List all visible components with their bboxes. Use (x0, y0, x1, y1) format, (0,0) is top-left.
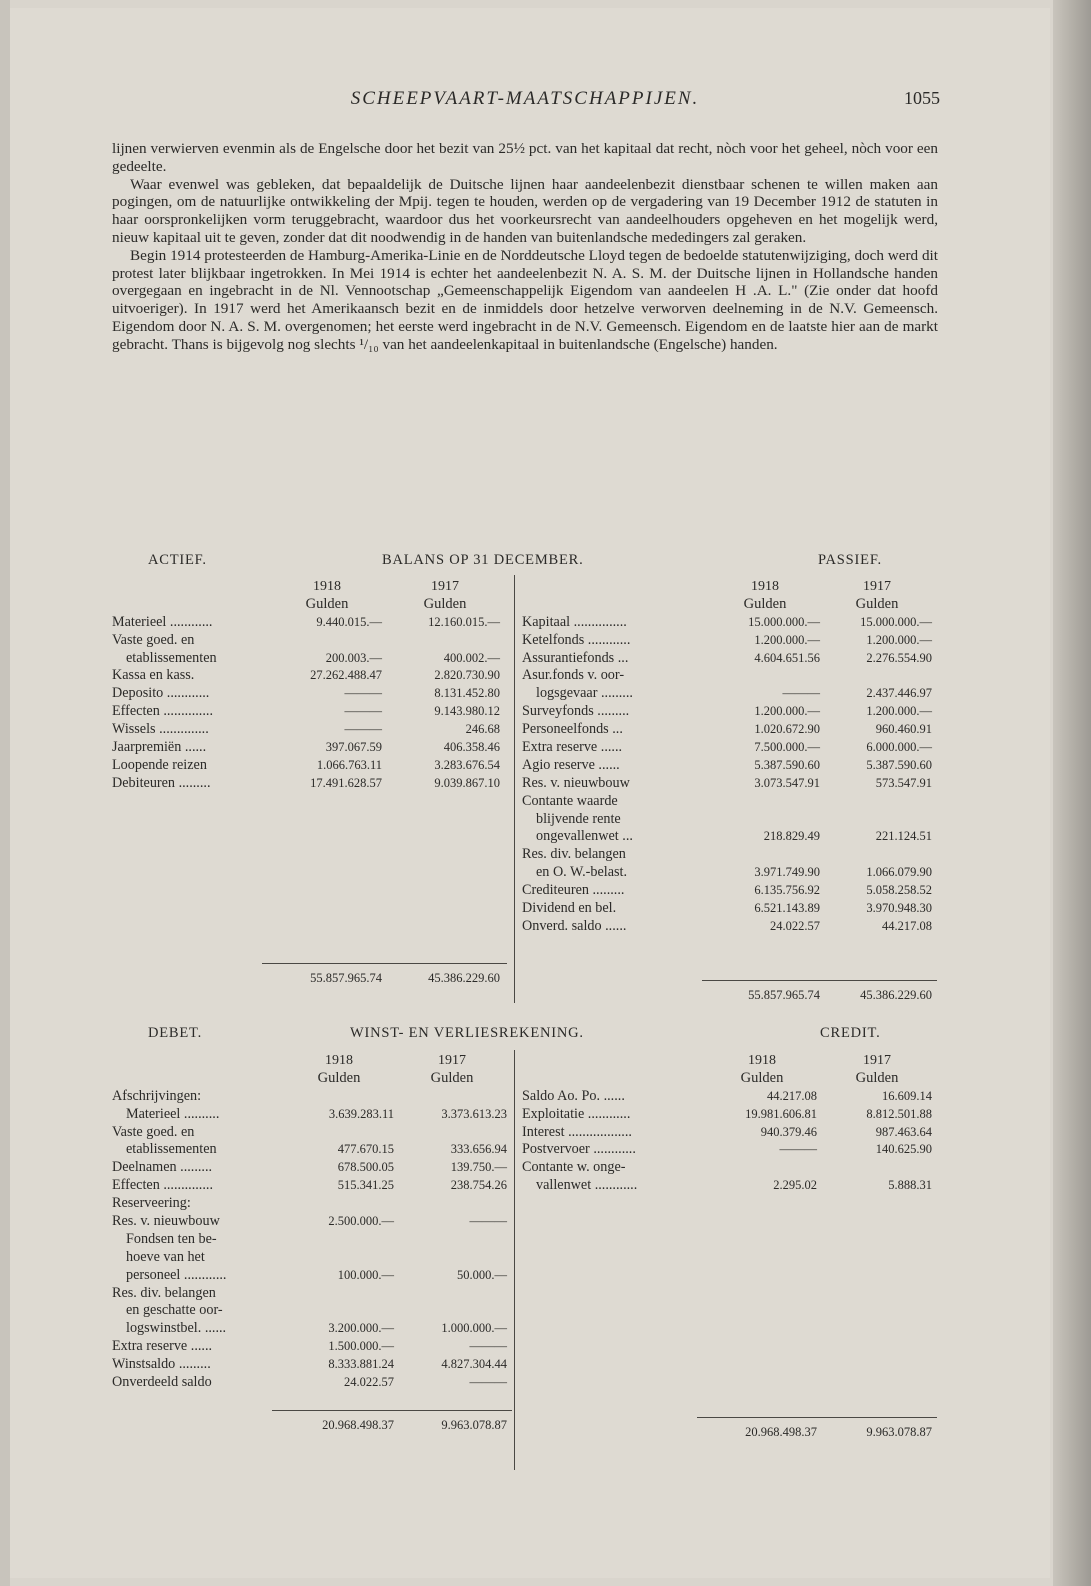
table-row (522, 775, 942, 793)
row-label: Reserveering: (112, 1195, 191, 1212)
table-row (112, 1177, 512, 1195)
table-row (522, 1159, 942, 1177)
table-row (112, 614, 512, 632)
table-row (112, 775, 512, 793)
table-row (112, 667, 512, 685)
row-value-1917: 15.000.000.— (860, 614, 932, 629)
table-row (522, 882, 942, 900)
table-row (112, 757, 512, 775)
year-1917: 1917 (438, 1053, 466, 1068)
row-value-1917: ——— (469, 1339, 507, 1354)
row-value-1917: 573.547.91 (875, 775, 932, 790)
debet-table (112, 1052, 512, 1435)
total-value-1918: 55.857.965.74 (310, 970, 382, 985)
row-value-1918: 3.971.749.90 (754, 865, 820, 880)
table-row (112, 1159, 512, 1177)
row-label: Materieel .......... (126, 1105, 220, 1122)
row-label: Contante waarde (522, 792, 618, 809)
row-value-1917: ——— (469, 1375, 507, 1390)
row-label: Res. v. nieuwbouw (112, 1213, 220, 1230)
row-label: etablissementen (126, 1141, 217, 1158)
row-value-1918: 24.022.57 (770, 918, 820, 933)
total-rule (702, 980, 937, 981)
unit-label: Gulden (317, 1069, 361, 1086)
row-value-1918: 1.500.000.— (328, 1339, 394, 1354)
row-value-1917: 246.68 (465, 722, 500, 737)
unit-label: Gulden (305, 595, 349, 612)
table-row (522, 650, 942, 668)
table-row (522, 1106, 942, 1124)
row-value-1917: 8.131.452.80 (434, 686, 500, 701)
table-row (522, 632, 942, 650)
table-row (112, 1249, 512, 1267)
credit-table (522, 1052, 942, 1442)
total-row (522, 1424, 942, 1442)
row-label: personeel ............ (126, 1266, 227, 1283)
row-label: Surveyfonds ......... (522, 703, 630, 720)
row-value-1917: 2.437.446.97 (866, 686, 932, 701)
row-value-1918: ——— (779, 1142, 817, 1157)
table-row (522, 703, 942, 721)
row-label: Jaarpremiën ...... (112, 739, 207, 756)
table-row (522, 685, 942, 703)
row-value-1917: 1.000.000.— (441, 1321, 507, 1336)
row-label: etablissementen (126, 649, 217, 666)
row-label: Saldo Ao. Po. ...... (522, 1087, 625, 1104)
row-value-1918: 397.067.59 (325, 740, 382, 755)
year-header-row (112, 578, 512, 596)
debet-heading: DEBET. (148, 1025, 203, 1041)
total-value-1918: 55.857.965.74 (748, 987, 820, 1002)
row-value-1917: 12.160.015.— (428, 614, 500, 629)
row-label: Interest .................. (522, 1123, 632, 1140)
row-label: Exploitatie ............ (522, 1105, 631, 1122)
winst-title: WINST- EN VERLIESREKENING. (350, 1025, 584, 1041)
row-value-1917: ——— (469, 1214, 507, 1229)
table-row (112, 1141, 512, 1159)
row-label: Vaste goed. en (112, 631, 195, 648)
year-header-row (522, 1052, 942, 1070)
table-row (522, 1177, 942, 1195)
table-row (112, 721, 512, 739)
row-label: Effecten .............. (112, 1177, 213, 1194)
row-label: Personeelfonds ... (522, 721, 623, 738)
row-label: Contante w. onge- (522, 1159, 626, 1176)
passief-heading: PASSIEF. (818, 552, 882, 568)
row-label: ongevallenwet ... (536, 828, 633, 845)
table-row (522, 667, 942, 685)
year-1918: 1918 (748, 1053, 776, 1068)
paragraph: lijnen verwierven evenmin als de Engelsche door het bezit van 25½ pct. van het kapitaal dat recht, nòch voor het geheel, nòch voor een gedeelte. (112, 140, 938, 175)
row-label: Vaste goed. en (112, 1123, 195, 1140)
unit-label: Gulden (855, 595, 899, 612)
row-value-1918: 9.440.015.— (316, 614, 382, 629)
year-1917: 1917 (863, 1053, 891, 1068)
passief-table (522, 578, 942, 1005)
table-row (522, 864, 942, 882)
row-value-1918: 100.000.— (337, 1267, 394, 1282)
table-row (112, 703, 512, 721)
row-label: Ketelfonds ............ (522, 631, 631, 648)
row-value-1917: 960.460.91 (875, 722, 932, 737)
page-number: 1055 (904, 88, 940, 108)
balans-divider (514, 575, 515, 1003)
table-row (112, 1374, 512, 1392)
table-row (112, 1213, 512, 1231)
total-value-1917: 45.386.229.60 (428, 970, 500, 985)
row-value-1918: 3.200.000.— (328, 1321, 394, 1336)
table-row (522, 846, 942, 864)
unit-label: Gulden (743, 595, 787, 612)
row-value-1918: 2.500.000.— (328, 1214, 394, 1229)
table-row (522, 793, 942, 811)
table-row (522, 1124, 942, 1142)
row-label: Fondsen ten be- (126, 1230, 217, 1247)
total-value-1918: 20.968.498.37 (322, 1417, 394, 1432)
unit-header-row (522, 1070, 942, 1088)
table-row (112, 685, 512, 703)
row-label: Kapitaal ............... (522, 613, 627, 630)
row-label: en O. W.-belast. (536, 864, 628, 881)
table-row (522, 721, 942, 739)
row-value-1918: 6.521.143.89 (754, 901, 820, 916)
total-value-1917: 45.386.229.60 (860, 987, 932, 1002)
row-value-1917: 221.124.51 (875, 829, 932, 844)
table-row (522, 900, 942, 918)
row-value-1918: 477.670.15 (337, 1142, 394, 1157)
row-value-1918: 2.295.02 (773, 1178, 817, 1193)
row-value-1918: 19.981.606.81 (745, 1106, 817, 1121)
actief-heading: ACTIEF. (148, 552, 207, 568)
row-label: Res. div. belangen (522, 846, 626, 863)
row-label: Extra reserve ...... (522, 739, 623, 756)
running-title: SCHEEPVAART-MAATSCHAPPIJEN. (350, 88, 700, 109)
row-value-1917: 50.000.— (457, 1267, 507, 1282)
total-rule (697, 1417, 937, 1418)
running-header (110, 88, 940, 112)
table-row (522, 828, 942, 846)
row-value-1918: 44.217.08 (767, 1088, 817, 1103)
balans-title: BALANS OP 31 DECEMBER. (382, 552, 584, 568)
row-value-1918: 1.066.763.11 (316, 757, 382, 772)
row-value-1917: 9.039.867.10 (434, 775, 500, 790)
row-label: hoeve van het (126, 1248, 205, 1265)
row-value-1918: 200.003.— (325, 650, 382, 665)
row-value-1917: 1.066.079.90 (866, 865, 932, 880)
row-value-1918: 218.829.49 (763, 829, 820, 844)
table-row (112, 739, 512, 757)
row-label: Debiteuren ......... (112, 774, 211, 791)
table-row (112, 1088, 512, 1106)
table-row (522, 614, 942, 632)
year-1917: 1917 (431, 579, 459, 594)
row-value-1917: 4.827.304.44 (441, 1357, 507, 1372)
row-value-1917: 140.625.90 (875, 1142, 932, 1157)
year-1918: 1918 (325, 1053, 353, 1068)
year-header-row (112, 1052, 512, 1070)
row-value-1918: 3.073.547.91 (754, 775, 820, 790)
row-label: Onverdeeld saldo (112, 1374, 212, 1391)
row-label: blijvende rente (536, 810, 621, 827)
row-label: Kassa en kass. (112, 667, 195, 684)
row-label: Wissels .............. (112, 721, 209, 738)
year-header-row (522, 578, 942, 596)
year-1917: 1917 (863, 579, 891, 594)
body-text (112, 140, 938, 354)
table-row (112, 1285, 512, 1303)
total-value-1918: 20.968.498.37 (745, 1425, 817, 1440)
row-value-1918: 678.500.05 (337, 1160, 394, 1175)
table-row (112, 1195, 512, 1213)
total-row (112, 1417, 512, 1435)
row-value-1917: 139.750.— (450, 1160, 507, 1175)
table-row (522, 811, 942, 829)
row-label: Agio reserve ...... (522, 756, 620, 773)
unit-header-row (522, 596, 942, 614)
row-label: en geschatte oor- (126, 1302, 223, 1319)
row-value-1917: 400.002.— (443, 650, 500, 665)
total-value-1917: 9.963.078.87 (441, 1417, 507, 1432)
row-value-1918: ——— (344, 722, 382, 737)
row-label: Winstsaldo ......... (112, 1356, 211, 1373)
row-value-1917: 16.609.14 (882, 1088, 932, 1103)
row-value-1917: 8.812.501.88 (866, 1106, 932, 1121)
row-value-1917: 5.058.258.52 (866, 883, 932, 898)
unit-label: Gulden (740, 1069, 784, 1086)
row-label: Onverd. saldo ...... (522, 917, 627, 934)
row-value-1918: 1.020.672.90 (754, 722, 820, 737)
row-label: logsgevaar ......... (536, 685, 633, 702)
table-row (112, 1267, 512, 1285)
row-value-1917: 3.970.948.30 (866, 901, 932, 916)
row-label: Afschrijvingen: (112, 1087, 202, 1104)
table-row (112, 1231, 512, 1249)
table-row (112, 1356, 512, 1374)
row-value-1918: 1.200.000.— (754, 632, 820, 647)
row-label: Crediteuren ......... (522, 882, 625, 899)
actief-table (112, 578, 512, 988)
row-value-1918: 515.341.25 (337, 1178, 394, 1193)
unit-header-row (112, 596, 512, 614)
table-row (522, 1088, 942, 1106)
row-value-1917: 5.387.590.60 (866, 757, 932, 772)
total-row (522, 987, 942, 1005)
unit-header-row (112, 1070, 512, 1088)
table-row (112, 1106, 512, 1124)
table-row (522, 918, 942, 936)
table-row (522, 757, 942, 775)
table-row (112, 1338, 512, 1356)
row-value-1917: 406.358.46 (443, 740, 500, 755)
row-label: Loopende reizen (112, 756, 207, 773)
row-label: vallenwet ............ (536, 1177, 638, 1194)
credit-heading: CREDIT. (820, 1025, 881, 1041)
row-value-1917: 44.217.08 (882, 918, 932, 933)
table-row (112, 1302, 512, 1320)
row-label: Deelnamen ......... (112, 1159, 213, 1176)
table-row (522, 1141, 942, 1159)
row-label: Effecten .............. (112, 703, 213, 720)
row-label: Asur.fonds v. oor- (522, 667, 625, 684)
total-row (112, 970, 512, 988)
row-label: Materieel ............ (112, 613, 213, 630)
row-value-1918: ——— (782, 686, 820, 701)
row-label: logswinstbel. ...... (126, 1320, 227, 1337)
row-value-1918: ——— (344, 704, 382, 719)
table-row (112, 632, 512, 650)
row-label: Assurantiefonds ... (522, 649, 629, 666)
row-value-1918: 15.000.000.— (748, 614, 820, 629)
total-value-1917: 9.963.078.87 (866, 1425, 932, 1440)
row-value-1917: 6.000.000.— (866, 740, 932, 755)
row-value-1917: 9.143.980.12 (434, 704, 500, 719)
row-value-1918: 1.200.000.— (754, 704, 820, 719)
row-value-1918: 27.262.488.47 (310, 668, 382, 683)
row-value-1917: 333.656.94 (450, 1142, 507, 1157)
row-value-1917: 3.283.676.54 (434, 757, 500, 772)
row-value-1918: ——— (344, 686, 382, 701)
year-1918: 1918 (313, 579, 341, 594)
row-value-1917: 2.276.554.90 (866, 650, 932, 665)
row-value-1917: 2.820.730.90 (434, 668, 500, 683)
row-value-1917: 987.463.64 (875, 1124, 932, 1139)
row-value-1918: 5.387.590.60 (754, 757, 820, 772)
year-1918: 1918 (751, 579, 779, 594)
unit-label: Gulden (430, 1069, 474, 1086)
row-value-1917: 3.373.613.23 (441, 1106, 507, 1121)
row-value-1918: 17.491.628.57 (310, 775, 382, 790)
total-rule (262, 963, 507, 964)
row-value-1917: 1.200.000.— (866, 632, 932, 647)
total-rule (272, 1410, 512, 1411)
row-value-1918: 7.500.000.— (754, 740, 820, 755)
row-value-1918: 940.379.46 (760, 1124, 817, 1139)
paragraph: Waar evenwel was gebleken, dat bepaaldelijk de Duitsche lijnen haar aandeelenbezit dienstbaar schenen te willen maken aan pogingen, om de natuurlijke ontwikkeling der Mpij. tegen te houden, werden op de vergadering van 19 December 1912 de statuten in haar oorspronkelijken vorm teruggebracht, waardoor dus het voorkeursrecht van aandeelhouders opgeheven en het mogelijk werd, nieuw kapitaal uit te geven, zonder dat dit noodwendig in de handen van buitenlandsche mededingers zal geraken. (112, 175, 938, 246)
row-value-1918: 8.333.881.24 (328, 1357, 394, 1372)
table-row (112, 650, 512, 668)
row-value-1918: 6.135.756.92 (754, 883, 820, 898)
row-label: Deposito ............ (112, 685, 210, 702)
row-value-1918: 24.022.57 (344, 1375, 394, 1390)
paragraph: Begin 1914 protesteerden de Hamburg-Amerika-Linie en de Norddeutsche Lloyd tegen de bedoelde statutenwijziging, doch werd dit protest later blijkbaar ingetrokken. In Mei 1914 is echter het aandeelenbezit N. A. S. M. der Duitsche lijnen in Hollandsche handen overgegaan en ingebracht in de Nl. Vennootschap „Gemeenschappelijk Eigendom van aandeelen H .A. L." (Zie onder dat hoofd uitvoeriger). In 1917 werd het Amerikaansch bezit en de inmiddels door hetzelve verworven deelneming in de N.V. Gemeensch. Eigendom door N. A. S. M. overgenomen; het eerste werd ingebracht in de N.V. Gemeensch. Eigendom en de laatste hier aan de markt gebracht. Thans is bijgevolg nog slechts ¹/₁₀ van het aandeelenkapitaal in buitenlandsche (Engelsche) handen. (112, 246, 938, 353)
row-label: Postvervoer ............ (522, 1141, 636, 1158)
row-label: Extra reserve ...... (112, 1338, 213, 1355)
table-row (112, 1124, 512, 1142)
row-value-1917: 238.754.26 (450, 1178, 507, 1193)
table-row (112, 1320, 512, 1338)
row-value-1918: 3.639.283.11 (328, 1106, 394, 1121)
winst-divider (514, 1050, 515, 1470)
row-label: Dividend en bel. (522, 900, 617, 917)
row-label: Res. div. belangen (112, 1284, 216, 1301)
row-label: Res. v. nieuwbouw (522, 774, 630, 791)
table-row (522, 739, 942, 757)
row-value-1917: 1.200.000.— (866, 704, 932, 719)
row-value-1917: 5.888.31 (888, 1178, 932, 1193)
unit-label: Gulden (855, 1069, 899, 1086)
row-value-1918: 4.604.651.56 (754, 650, 820, 665)
unit-label: Gulden (423, 595, 467, 612)
